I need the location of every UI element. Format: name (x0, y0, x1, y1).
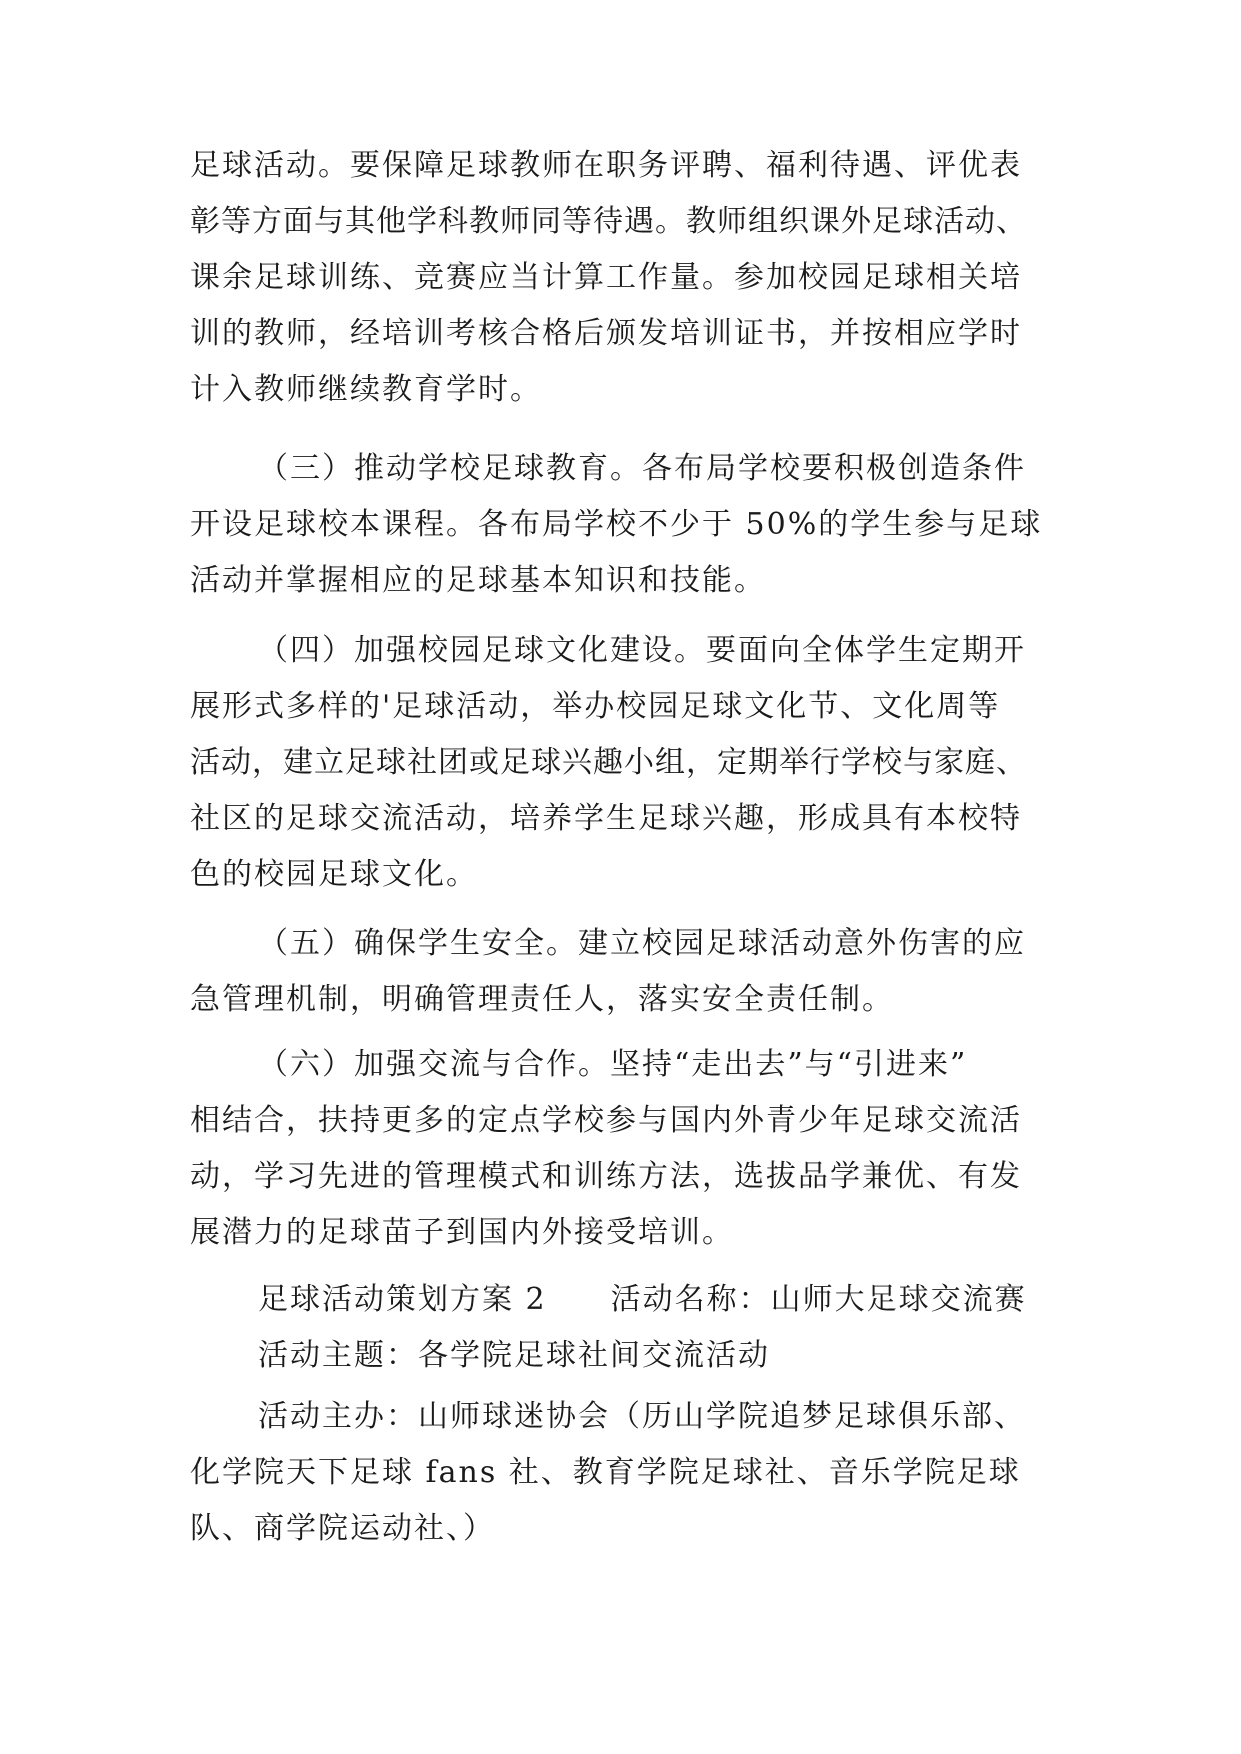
activity-theme-line: 活动主题：各学院足球社间交流活动 (258, 1338, 770, 1373)
body-line: 活动，建立足球社团或足球兴趣小组，定期举行学校与家庭、 (190, 745, 1027, 780)
body-line: 相结合，扶持更多的定点学校参与国内外青少年足球交流活 (190, 1103, 1022, 1138)
body-line: 展形式多样的'足球活动，举办校园足球文化节、文化周等 (190, 689, 1001, 724)
paragraph-start-line: （五）确保学生安全。建立校园足球活动意外伤害的应 (258, 926, 1026, 961)
body-line: 动，学习先进的管理模式和训练方法，选拔品学兼优、有发 (190, 1159, 1022, 1194)
body-line: 开设足球校本课程。各布局学校不少于 50%的学生参与足球 (190, 507, 1043, 542)
body-line: 彰等方面与其他学科教师同等待遇。教师组织课外足球活动、 (190, 204, 1027, 239)
body-line: 课余足球训练、竞赛应当计算工作量。参加校园足球相关培 (190, 260, 1022, 295)
body-line: 急管理机制，明确管理责任人，落实安全责任制。 (190, 982, 894, 1017)
body-line: 计入教师继续教育学时。 (190, 372, 542, 407)
body-line: 色的校园足球文化。 (190, 857, 478, 892)
body-line: 训的教师，经培训考核合格后颁发培训证书，并按相应学时 (190, 316, 1022, 351)
paragraph-start-line: （六）加强交流与合作。坚持“走出去”与“引进来” (258, 1047, 968, 1082)
body-line: 足球活动。要保障足球教师在职务评聘、福利待遇、评优表 (190, 148, 1022, 183)
section-heading-line: 足球活动策划方案 2 活动名称：山师大足球交流赛 (258, 1282, 1027, 1317)
body-line: 活动并掌握相应的足球基本知识和技能。 (190, 563, 766, 598)
body-line: 化学院天下足球 fans 社、教育学院足球社、音乐学院足球 (190, 1455, 1021, 1490)
body-line: 展潜力的足球苗子到国内外接受培训。 (190, 1215, 734, 1250)
body-line: 队、商学院运动社、） (190, 1511, 495, 1546)
body-line: 社区的足球交流活动，培养学生足球兴趣，形成具有本校特 (190, 801, 1022, 836)
paragraph-start-line: （三）推动学校足球教育。各布局学校要积极创造条件 (258, 451, 1026, 486)
activity-host-line: 活动主办：山师球迷协会（历山学院追梦足球俱乐部、 (258, 1399, 1026, 1434)
paragraph-start-line: （四）加强校园足球文化建设。要面向全体学生定期开 (258, 633, 1026, 668)
